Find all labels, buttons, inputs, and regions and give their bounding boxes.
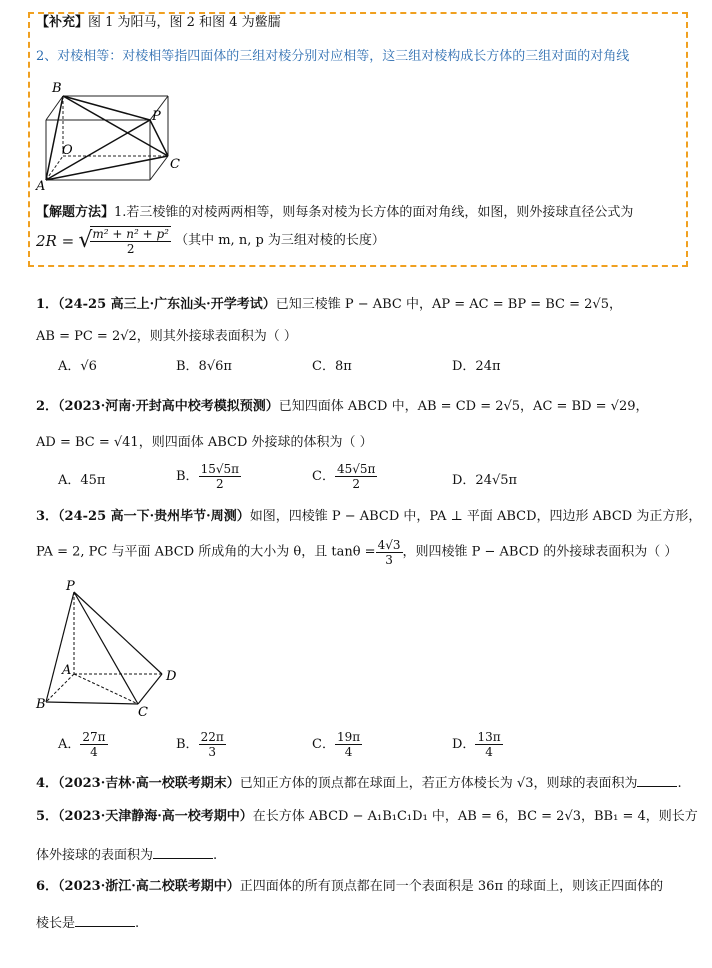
q2-line1 (36, 398, 649, 416)
q3-option-a-den: 4 (90, 745, 98, 759)
supplement-text: 图 1 为阳马，图 2 和图 4 为鳖臑 (88, 15, 281, 30)
q4-text: 已知正方体的顶点都在球面上，若正方体棱长为 √3，则球的表面积为 (239, 776, 638, 791)
q3-line1 (36, 508, 701, 526)
q3-option-c (312, 730, 362, 759)
item-2-text: 2、对棱相等：对棱相等指四面体的三组对棱分别对应相等，这三组对棱构成长方体的三组对面的对角线 (36, 49, 630, 64)
q5-source: （2023·天津静海·高一校考期中） (58, 809, 253, 824)
fig1-label-c: C (170, 157, 180, 172)
q5-answer-blank[interactable] (153, 844, 213, 859)
fig3-label-d: D (166, 669, 177, 684)
q6-source: （2023·浙江·高二校联考期中） (58, 879, 240, 894)
q4-source: （2023·吉林·高一校联考期末） (58, 776, 240, 791)
q5-text2: 体外接球的表面积为 (36, 848, 154, 863)
q2-source: （2023·河南·开封高中校考模拟预测） (58, 399, 279, 414)
fig3-label-a: A (62, 663, 72, 678)
q5-line1 (36, 808, 698, 826)
q2-option-c-den: 2 (352, 477, 360, 491)
q4-line (36, 772, 682, 793)
q1-option-c: C．8π (312, 359, 352, 374)
q2-option-c-num: 45√5π (336, 462, 376, 476)
formula-denominator: 2 (126, 242, 135, 256)
q1-option-b: B．8√6π (176, 359, 232, 374)
q3-option-a (58, 730, 108, 759)
q3-tan-num: 4√3 (377, 538, 401, 552)
supplement-line (36, 14, 281, 32)
q3-option-d-den: 4 (485, 745, 493, 759)
q3-option-c-num: 19π (336, 730, 361, 744)
formula-fraction (90, 226, 171, 256)
q1-source: （24-25 高三上·广东汕头·开学考试） (58, 297, 276, 312)
formula-lhs: 2R = (36, 232, 75, 250)
q3-option-b-label: B． (176, 737, 199, 752)
q2-option-b (176, 462, 241, 491)
fig1-label-o: O (62, 143, 73, 158)
q1-line1 (36, 296, 622, 314)
q2-option-c (312, 462, 377, 491)
q1-option-d: D．24π (452, 359, 501, 374)
q2-line2: AD = BC = √41，则四面体 ABCD 外接球的体积为（ ） (36, 435, 373, 450)
q3-text2b: ，则四棱锥 P − ABCD 的外接球表面积为（ ） (402, 544, 678, 560)
q2-option-d: D．24√5π (452, 473, 518, 488)
q3-source: （24-25 高一下·贵州毕节·周测） (58, 509, 250, 524)
q2-number: 2． (36, 399, 59, 414)
method-text: 1.若三棱锥的对棱两两相等，则每条对棱为长方体的面对角线，如图，则外接球直径公式为 (114, 205, 634, 220)
q5-line2 (36, 844, 217, 865)
q1-option-a: A．√6 (58, 359, 97, 374)
method-line (36, 204, 633, 222)
q6-line1 (36, 878, 663, 896)
figure-pyramid (30, 578, 190, 718)
q1-number: 1． (36, 297, 59, 312)
fig3-label-c: C (138, 705, 148, 718)
q2-option-a: A．45π (58, 473, 106, 488)
q3-option-c-label: C． (312, 737, 335, 752)
fig3-label-b: B (36, 697, 46, 712)
q5-end: . (213, 848, 218, 863)
q3-text1: 如图，四棱锥 P − ABCD 中，PA ⊥ 平面 ABCD，四边形 ABCD 为正方形， (249, 509, 702, 524)
formula-numerator: m² + n² + p² (92, 227, 169, 241)
q1-line2: AB = PC = 2√2，则其外接球表面积为（ ） (36, 329, 297, 344)
q3-option-c-den: 4 (344, 745, 353, 759)
fig1-label-p: P (152, 109, 161, 124)
sqrt-sign: √ (78, 228, 93, 253)
q6-number: 6． (36, 879, 59, 894)
q2-option-c-label: C． (312, 469, 335, 484)
q4-number: 4． (36, 776, 59, 791)
q6-text1: 正四面体的所有顶点都在同一个表面积是 36π 的球面上，则该正四面体的 (239, 879, 664, 894)
fig1-label-b: B (52, 81, 62, 96)
q3-option-b (176, 730, 226, 759)
formula-note: （其中 m, n, p 为三组对棱的长度） (175, 233, 385, 248)
supplement-tag: 【补充】 (36, 15, 89, 30)
q3-option-d-num: 13π (477, 730, 501, 744)
q3-option-a-num: 27π (82, 730, 106, 744)
formula-line (36, 226, 385, 262)
fig1-label-a: A (36, 179, 46, 194)
q2-option-b-den: 2 (215, 477, 224, 491)
q6-text2: 棱长是 (36, 916, 76, 931)
q3-option-b-num: 22π (200, 730, 224, 744)
q5-number: 5． (36, 809, 59, 824)
q3-tan-den: 3 (385, 553, 393, 567)
q3-option-d (452, 730, 503, 759)
q3-line2 (36, 538, 677, 572)
q3-number: 3． (36, 509, 59, 524)
q5-text1: 在长方体 ABCD − A₁B₁C₁D₁ 中，AB = 6，BC = 2√3，BB₁ = 4，则长方 (252, 809, 698, 824)
figure-rectangular-box (30, 78, 190, 194)
fig3-label-p: P (66, 579, 75, 594)
q3-option-b-den: 3 (208, 745, 216, 759)
q2-option-b-num: 15√5π (200, 462, 239, 476)
q6-end: . (135, 916, 140, 931)
q2-option-b-label: B． (176, 469, 199, 484)
q4-answer-blank[interactable] (637, 772, 677, 787)
q3-option-a-label: A． (58, 737, 81, 752)
method-tag: 【解题方法】 (36, 205, 115, 220)
q6-line2 (36, 912, 139, 933)
q1-text1: 已知三棱锥 P − ABC 中，AP = AC = BP = BC = 2√5， (275, 297, 622, 312)
q3-option-d-label: D． (452, 737, 476, 752)
q3-text2a: PA = 2, PC 与平面 ABCD 所成角的大小为 θ，且 tanθ = (36, 544, 376, 560)
q2-text1: 已知四面体 ABCD 中，AB = CD = 2√5，AC = BD = √29， (278, 399, 649, 414)
q6-answer-blank[interactable] (75, 912, 135, 927)
q4-end: . (677, 776, 682, 791)
